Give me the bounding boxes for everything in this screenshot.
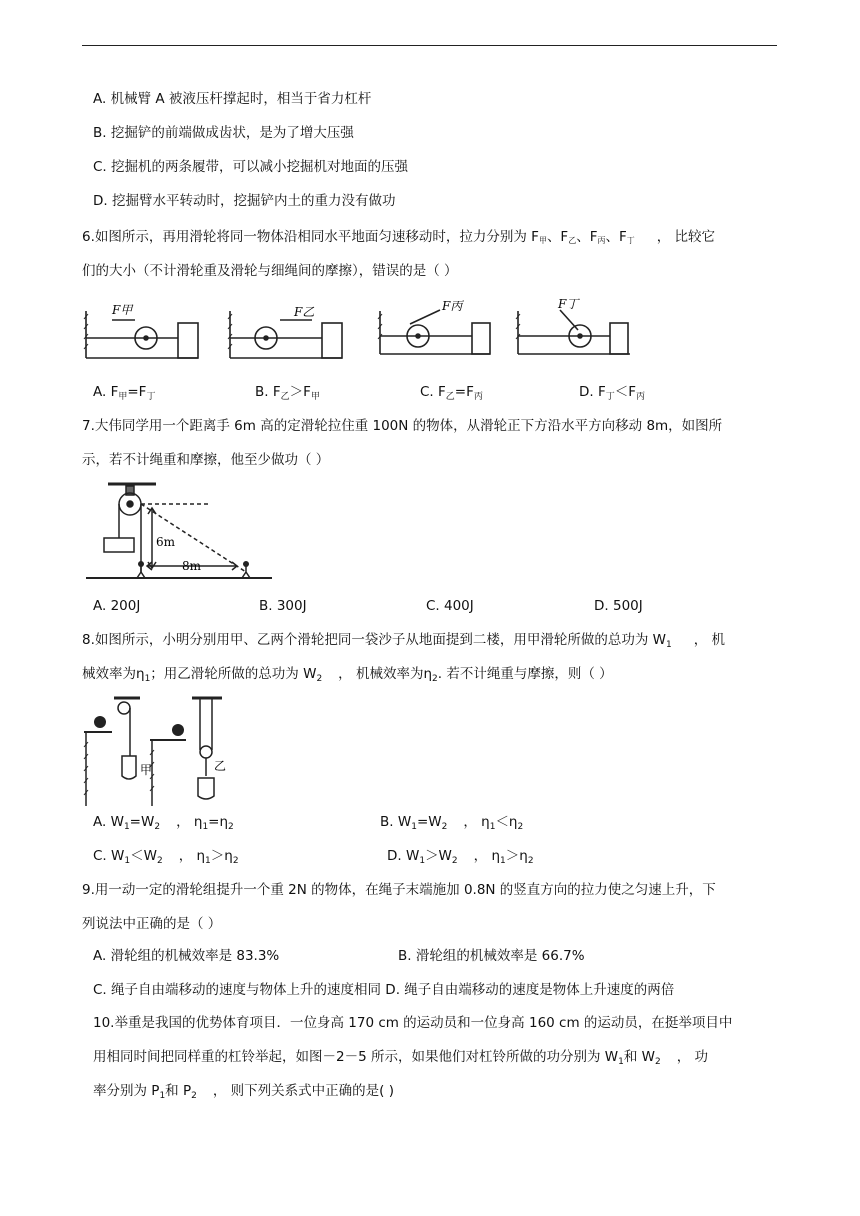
q7-option-d: D. 500J bbox=[594, 598, 643, 614]
q6-pulley-figure bbox=[80, 296, 640, 368]
q6-option-b: B. $F_乙>F_甲$ bbox=[255, 384, 320, 402]
q7-pulley-figure bbox=[86, 480, 276, 590]
q6-fig-label-jia: F甲 bbox=[112, 303, 133, 317]
q5-option-c: C. 挖掘机的两条履带，可以减小挖掘机对地面的压强 bbox=[93, 159, 409, 175]
q8-option-b: B. $W_1=W_2$ ， $\eta_1<\eta_2$ bbox=[380, 814, 524, 832]
q9-option-cd: C. 绳子自由端移动的速度与物体上升的速度相同 D. 绳子自由端移动的速度是物体上升速度的两倍 bbox=[93, 982, 675, 998]
q9-option-b: B. 滑轮组的机械效率是 66.7% bbox=[398, 948, 585, 964]
q6-fig-jia bbox=[84, 311, 198, 358]
q7-stem-line2: 示，若不计绳重和摩擦，他至少做功（ ） bbox=[82, 452, 330, 468]
q7-option-a: A. 200J bbox=[93, 598, 141, 614]
q7-fig-height-label: 6m bbox=[156, 535, 176, 549]
q6-stem-line1: 6.如图所示，再用滑轮将同一物体沿相同水平地面匀速移动时，拉力分别为 $F_甲$、$F_乙$、$F_丙$、$F_丁$ ， 比较它 bbox=[82, 229, 716, 245]
q6-fig-ding bbox=[516, 310, 630, 354]
q8-option-c: C. $W_1<W_2$ ， $\eta_1>\eta_2$ bbox=[93, 848, 239, 866]
q5-option-b: B. 挖掘铲的前端做成齿状，是为了增大压强 bbox=[93, 125, 354, 141]
q7-fig-distance-label: 8m bbox=[182, 559, 202, 573]
q5-option-a: A. 机械臂 A 被液压杆撑起时，相当于省力杠杆 bbox=[93, 91, 372, 107]
q8-pulley-figure bbox=[82, 694, 232, 812]
q6-fig-yi bbox=[228, 311, 342, 358]
q8-fig-label-yi: 乙 bbox=[214, 759, 227, 773]
q9-stem-line2: 列说法中正确的是（ ） bbox=[82, 916, 222, 932]
q8-stem-line1: 8.如图所示，小明分别用甲、乙两个滑轮把同一袋沙子从地面提到二楼，用甲滑轮所做的总功为 $W_1$ ， 机 bbox=[82, 632, 726, 650]
q6-fig-label-bing: F丙 bbox=[442, 299, 463, 313]
q9-stem-line1: 9.用一动一定的滑轮组提升一个重 2N 的物体，在绳子末端施加 0.8N 的竖直方向的拉力使之匀速上升，下 bbox=[82, 882, 716, 898]
q6-option-d: D. $F_丁<F_丙$ bbox=[579, 384, 646, 402]
header-rule bbox=[82, 45, 777, 46]
q5-option-d: D. 挖掘臂水平转动时，挖掘铲内土的重力没有做功 bbox=[93, 193, 396, 209]
q10-stem-line1: 10.举重是我国的优势体育项目．一位身高 170 cm 的运动员和一位身高 160 cm 的运动员，在挺举项目中 bbox=[93, 1015, 733, 1031]
q10-stem-line2: 用相同时间把同样重的杠铃举起，如图－2－5 所示，如果他们对杠铃所做的功分别为 $W_1$和 $W_2$ ， 功 bbox=[93, 1049, 709, 1067]
q6-option-c: C. $F_乙=F_丙$ bbox=[420, 384, 483, 402]
q6-fig-label-yi: F乙 bbox=[294, 305, 315, 319]
q8-fig-label-jia: 甲 bbox=[140, 763, 153, 777]
q9-option-a: A. 滑轮组的机械效率是 83.3% bbox=[93, 948, 280, 964]
q7-option-b: B. 300J bbox=[259, 598, 307, 614]
q6-fig-label-ding: F丁 bbox=[558, 297, 579, 311]
q7-option-c: C. 400J bbox=[426, 598, 474, 614]
q6-stem-line2: 们的大小（不计滑轮重及滑轮与细绳间的摩擦），错误的是（ ） bbox=[82, 263, 458, 279]
q7-stem-line1: 7.大伟同学用一个距离手 6m 高的定滑轮拉住重 100N 的物体，从滑轮正下方沿水平方向移动 8m，如图所 bbox=[82, 418, 723, 434]
q8-stem-line2: 械效率为$\eta_1$；用乙滑轮所做的总功为 $W_2$ ， 机械效率为$\eta_2$. 若不计绳重与摩擦，则（ ） bbox=[82, 666, 613, 684]
q8-option-a: A. $W_1=W_2$ ， $\eta_1=\eta_2$ bbox=[93, 814, 234, 832]
q10-stem-line3: 率分别为 $P_1$和 $P_2$ ， 则下列关系式中正确的是( ) bbox=[93, 1083, 394, 1101]
q6-option-a: A. $F_甲=F_丁$ bbox=[93, 384, 156, 402]
q6-fig-bing bbox=[378, 310, 490, 354]
q8-option-d: D. $W_1>W_2$ ， $\eta_1>\eta_2$ bbox=[387, 848, 534, 866]
